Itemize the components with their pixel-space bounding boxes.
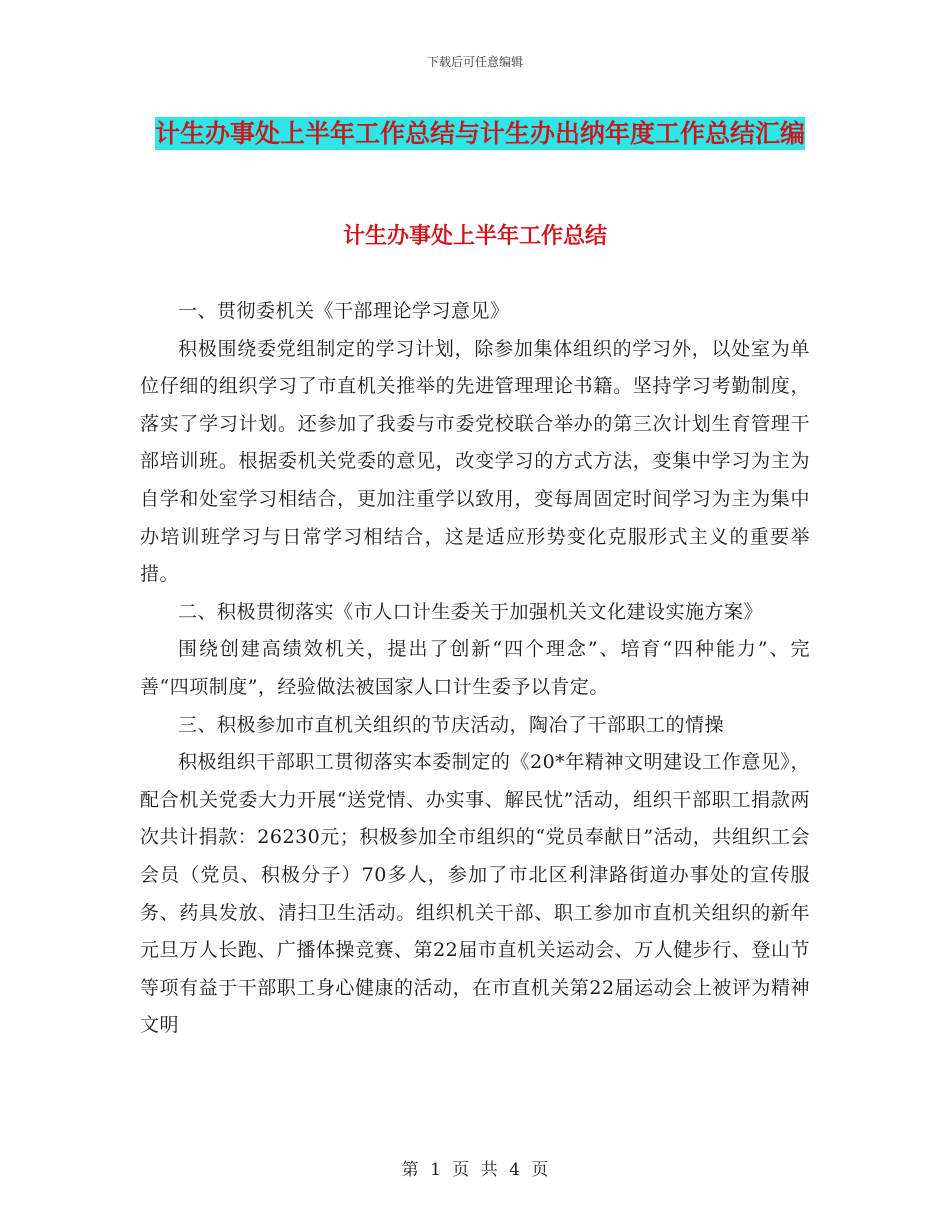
paragraph-2: 围绕创建高绩效机关，提出了创新“四个理念”、培育“四种能力”、完善“四项制度”，经验做法被国家人口计生委予以肯定。 <box>140 638 810 698</box>
heading-1: 一、贯彻委机关《干部理论学习意见》 <box>178 300 510 322</box>
body-text <box>140 293 810 1045</box>
heading-2: 二、积极贯彻落实《市人口计生委关于加强机关文化建设实施方案》 <box>178 600 764 623</box>
page-number: 第 1 页 共 4 页 <box>401 1160 549 1180</box>
paragraph-3: 积极组织干部职工贯彻落实本委制定的《20*年精神文明建设工作意见》，配合机关党委大力开展“送党情、办实事、解民忧”活动，组织干部职工捐款两次共计捐款：26230元；积极参加全市组织的“党员奉献日”活动，共组织工会会员（党员、积极分子）70多人，参加了市北区利津路街道办事处的宣传服务、药具发放、清扫卫生活动。组织机关干部、职工参加市直机关组织的新年元旦万人长跑、广播体操竞赛、第22届市直机关运动会、万人健步行、登山节等项有益于干部职工身心健康的活动，在市直机关第22届运动会上被评为精神文明 <box>140 751 810 1037</box>
document-title-text: 计生办事处上半年工作总结与计生办出纳年度工作总结汇编 <box>154 119 805 148</box>
heading-3: 三、积极参加市直机关组织的节庆活动，陶冶了干部职工的情操 <box>178 713 725 736</box>
header-note: 下载后可任意编辑 <box>426 55 523 69</box>
section-title: 计生办事处上半年工作总结 <box>342 224 607 249</box>
paragraph-1: 积极围绕委党组制定的学习计划，除参加集体组织的学习外，以处室为单位仔细的组织学习了市直机关推举的先进管理理论书籍。坚持学习考勤制度，落实了学习计划。还参加了我委与市委党校联合举办的第三次计划生育管理干部培训班。根据委机关党委的意见，改变学习的方式方法，变集中学习为主为自学和处室学习相结合，更加注重学以致用，变每周固定时间学习为主为集中办培训班学习与日常学习相结合，这是适应形势变化克服形式主义的重要举措。 <box>140 337 810 586</box>
document-title <box>140 110 820 157</box>
